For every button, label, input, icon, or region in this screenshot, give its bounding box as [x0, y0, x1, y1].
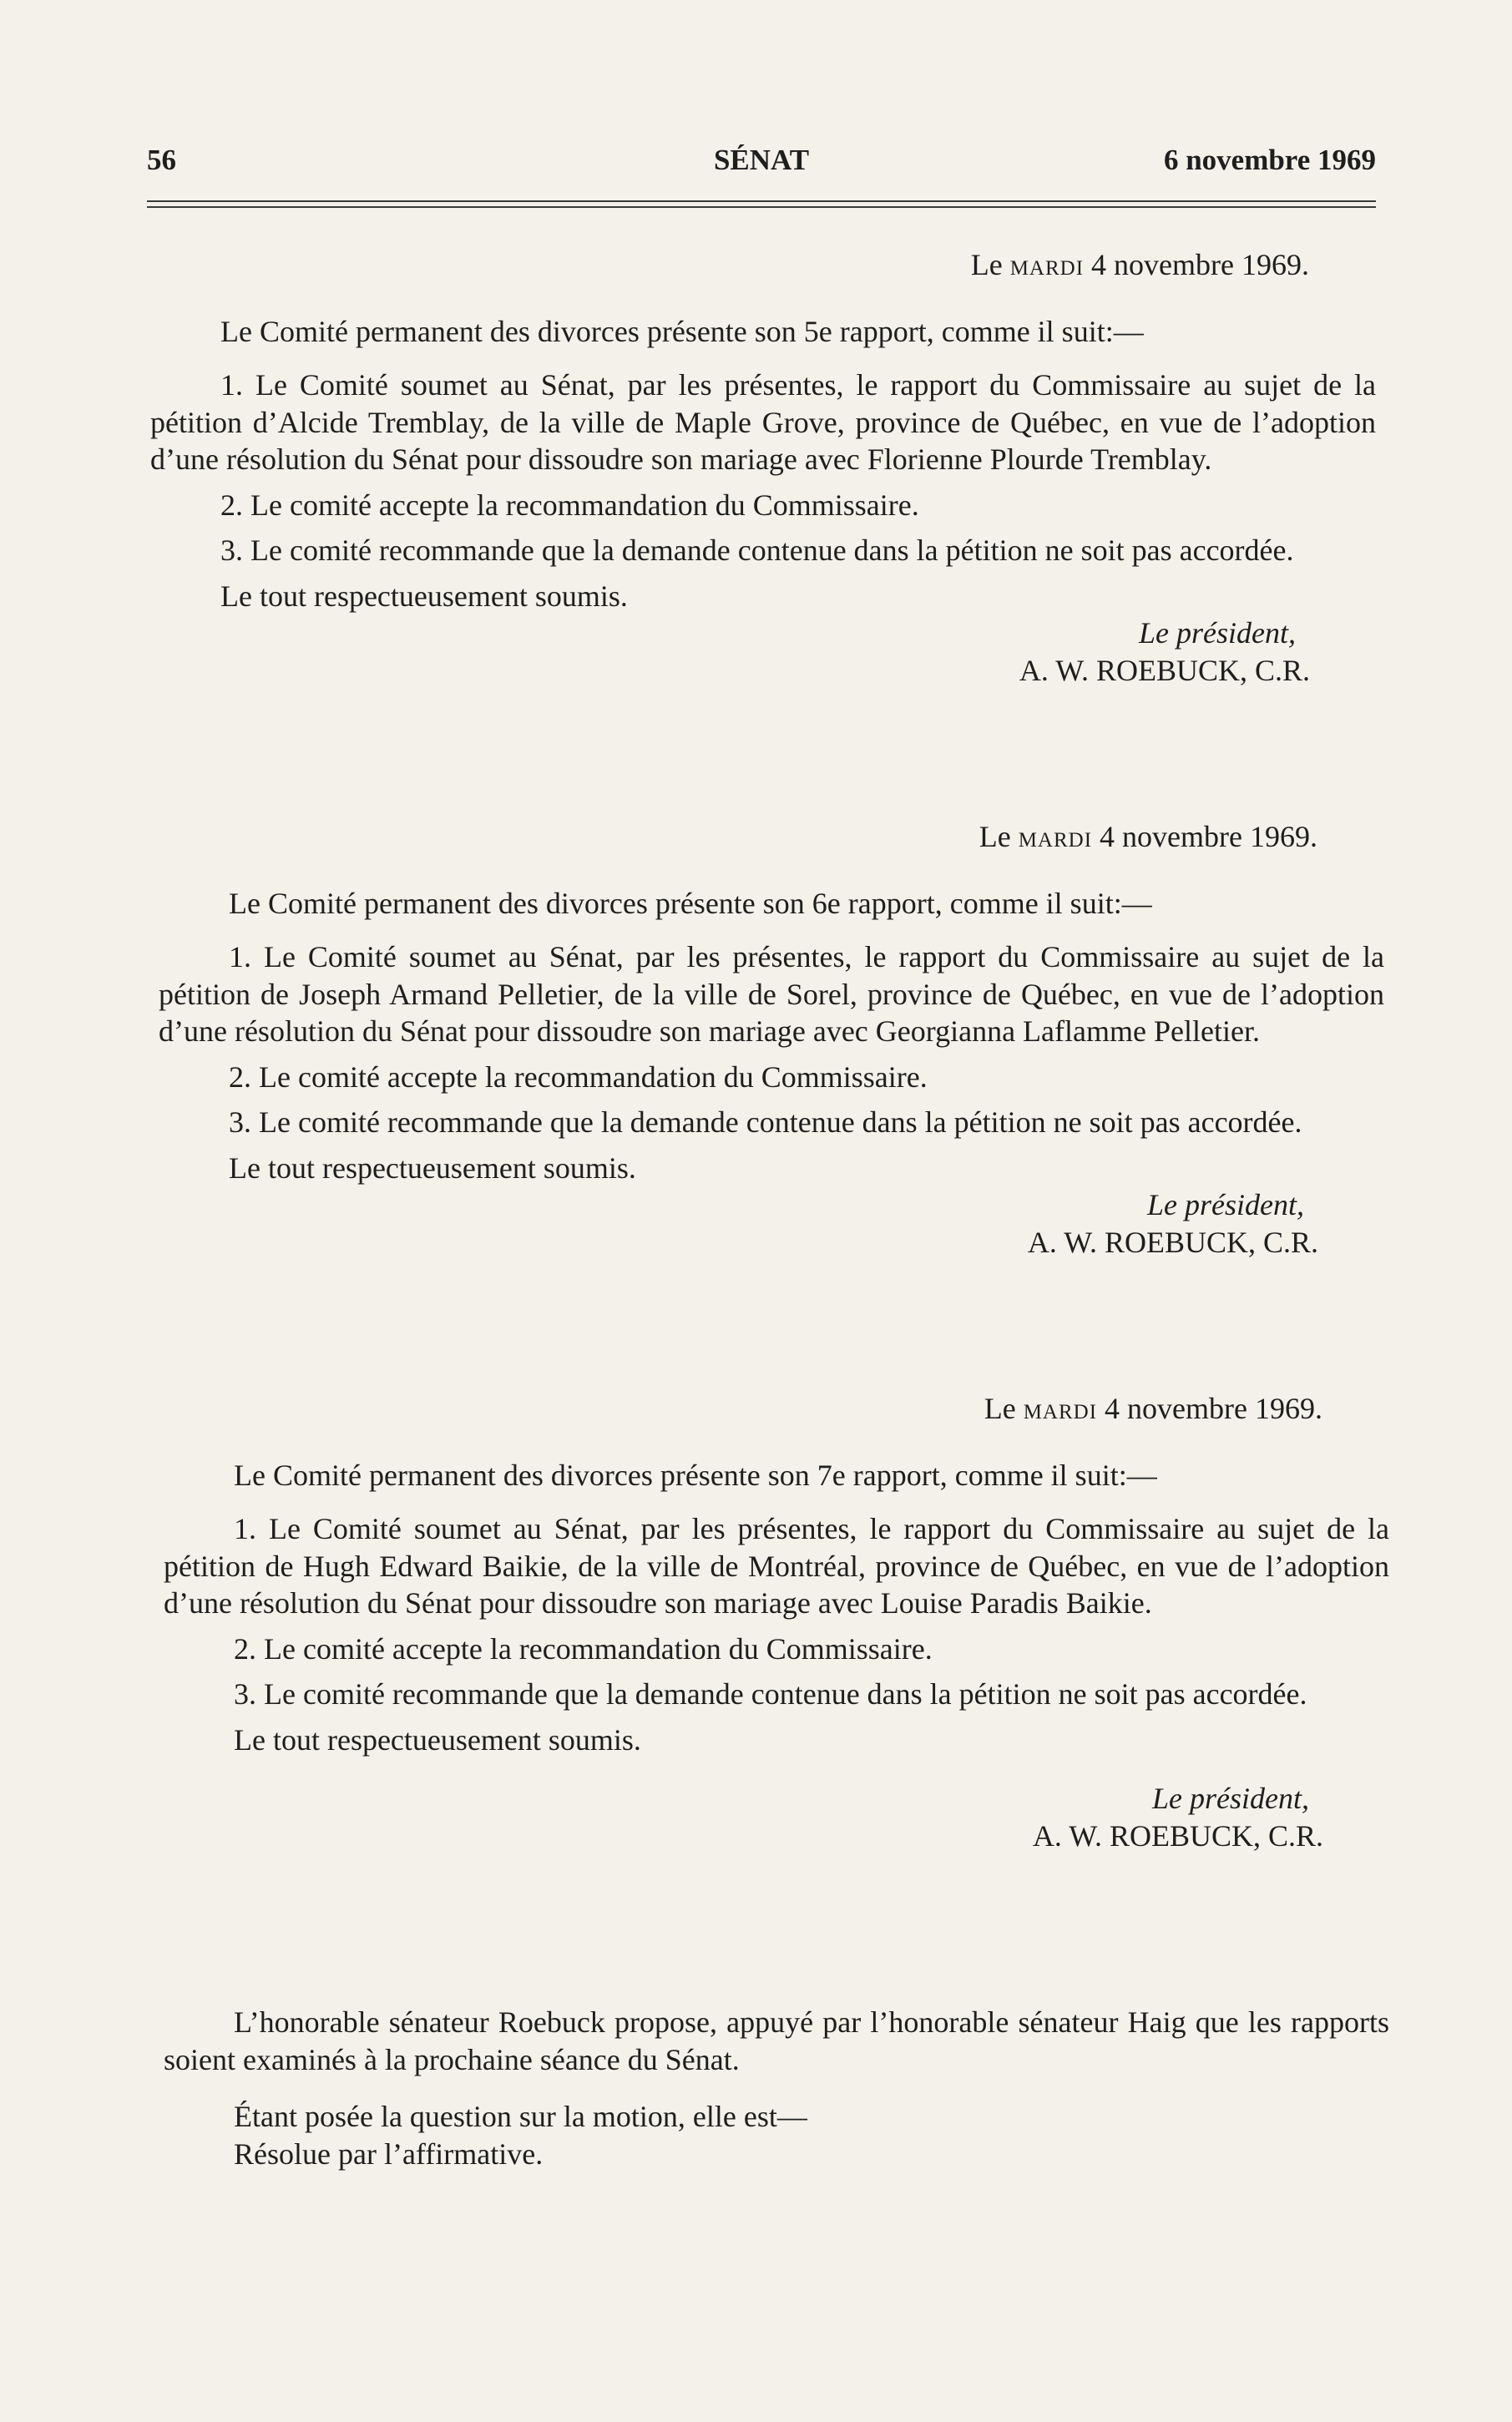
motion-text: L’honorable sénateur Roebuck propose, appuyé par l’honorable sénateur Haig que les rapports soient examinés à la prochaine séance du Sénat. [164, 2005, 1389, 2076]
report-6 [159, 818, 1384, 1261]
report-item-1: 1. Le Comité soumet au Sénat, par les présentes, le rapport du Commissaire au sujet de la pétition de Hugh Edward Baikie, de la ville de Montréal, province de Québec, en vue de l’adoption d’une résolution du Sénat pour dissoudre son mariage avec Louise Paradis Baikie. [164, 1512, 1389, 1620]
report-submission: Le tout respectueusement soumis. [220, 579, 628, 613]
report-item-2: 2. Le comité accepte la recommandation du Commissaire. [234, 1631, 933, 1666]
signature-name: A. W. ROEBUCK, C.R. [1027, 1225, 1318, 1259]
report-5 [150, 246, 1376, 689]
report-dateline: Le MARDI 4 novembre 1969. [970, 248, 1309, 281]
page-number: 56 [147, 144, 176, 176]
report-intro: Le Comité permanent des divorces présente son 5e rapport, comme il suit:— [220, 314, 1144, 348]
signature-title: Le président, [1147, 1188, 1304, 1221]
closing-motion [164, 2004, 1389, 2172]
signature-title: Le président, [1152, 1782, 1309, 1815]
report-item-2: 2. Le comité accepte la recommandation du Commissaire. [229, 1059, 928, 1094]
signature-name: A. W. ROEBUCK, C.R. [1032, 1818, 1323, 1853]
report-item-1: 1. Le Comité soumet au Sénat, par les présentes, le rapport du Commissaire au sujet de la pétition de Joseph Armand Pelletier, de la ville de Sorel, province de Québec, en vue de l’adoption d’une résolution du Sénat pour dissoudre son mariage avec Georgianna Laflamme Pelletier. [159, 940, 1384, 1048]
report-intro: Le Comité permanent des divorces présente son 7e rapport, comme il suit:— [234, 1458, 1157, 1492]
page-title: SÉNAT [713, 144, 810, 176]
report-dateline: Le MARDI 4 novembre 1969. [979, 820, 1317, 853]
report-item-3: 3. Le comité recommande que la demande contenue dans la pétition ne soit pas accordée. [234, 1677, 1307, 1711]
report-intro: Le Comité permanent des divorces présente son 6e rapport, comme il suit:— [229, 886, 1152, 920]
signature-name: A. W. ROEBUCK, C.R. [1019, 653, 1310, 687]
report-submission: Le tout respectueusement soumis. [229, 1150, 636, 1185]
signature-block [159, 1186, 1384, 1261]
header-date: 6 novembre 1969 [1163, 144, 1376, 176]
question-text: Étant posée la question sur la motion, elle est— [234, 2100, 807, 2133]
page-header [147, 144, 1376, 185]
signature-title: Le président, [1139, 616, 1296, 650]
signature-block [150, 614, 1376, 689]
report-7 [164, 1390, 1389, 1854]
report-item-2: 2. Le comité accepte la recommandation du Commissaire. [220, 488, 919, 522]
result-text: Résolue par l’affirmative. [234, 2136, 544, 2171]
report-submission: Le tout respectueusement soumis. [234, 1722, 641, 1757]
report-item-1: 1. Le Comité soumet au Sénat, par les présentes, le rapport du Commissaire au sujet de la pétition d’Alcide Tremblay, de la ville de Maple Grove, province de Québec, en vue de l’adoption d’une résolution du Sénat pour dissoudre son mariage avec Florienne Plourde Tremblay. [150, 368, 1376, 476]
report-item-3: 3. Le comité recommande que la demande contenue dans la pétition ne soit pas accordée. [220, 533, 1294, 567]
report-dateline: Le MARDI 4 novembre 1969. [984, 1392, 1322, 1425]
report-item-3: 3. Le comité recommande que la demande contenue dans la pétition ne soit pas accordée. [229, 1105, 1302, 1139]
header-rule-top [147, 200, 1376, 202]
signature-block [164, 1780, 1389, 1854]
header-rule-bottom [147, 206, 1376, 208]
